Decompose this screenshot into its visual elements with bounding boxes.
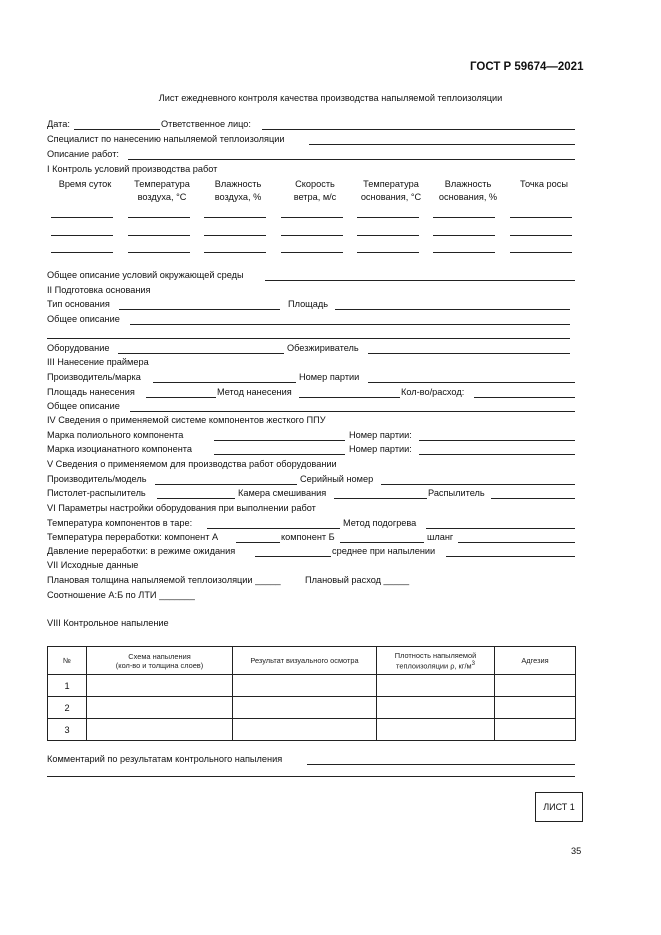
heat-method-label: Метод подогрева <box>343 518 417 528</box>
primer-general-field[interactable] <box>130 411 575 412</box>
table-row <box>48 719 576 741</box>
visual-cell[interactable] <box>233 697 377 719</box>
planned-consumption: Плановый расход _____ <box>305 575 410 585</box>
comment-label: Комментарий по результатам контрольного напыления <box>47 754 283 764</box>
section8-title: VIII Контрольное напыление <box>47 618 169 628</box>
polyol-label: Марка полиольного компонента <box>47 430 184 440</box>
section4-title: IV Сведения о применяемой системе компонентов жесткого ППУ <box>47 415 326 425</box>
work-description-field[interactable] <box>128 159 575 160</box>
degreaser-label: Обезжириватель <box>287 343 359 353</box>
general-description-label: Общее описание <box>47 314 120 324</box>
chamber-label: Камера смешивания <box>238 488 327 498</box>
blank-line[interactable] <box>204 252 266 253</box>
primer-general-label: Общее описание <box>47 401 120 411</box>
row-number: 1 <box>48 675 87 697</box>
blank-line[interactable] <box>510 252 572 253</box>
blank-line[interactable] <box>433 217 495 218</box>
date-label: Дата: <box>47 119 70 129</box>
header-density: Плотность напыляемой теплоизоляции ρ, $кг/м^3$ <box>377 647 495 675</box>
visual-cell[interactable] <box>233 675 377 697</box>
avg-pressure-label: среднее при напылении <box>332 546 436 556</box>
equipment-maker-field[interactable] <box>155 484 297 485</box>
specialist-label: Специалист по нанесению напыляемой теплоизоляции <box>47 134 285 144</box>
equipment-label: Оборудование <box>47 343 110 353</box>
primer-batch-label: Номер партии <box>299 372 360 382</box>
primer-maker-field[interactable] <box>153 382 296 383</box>
adhesion-cell[interactable] <box>495 719 576 741</box>
density-cell[interactable] <box>377 719 495 741</box>
primer-batch-field[interactable] <box>368 382 575 383</box>
header-scheme: Схема напыления (кол-во и толщина слоев) <box>87 647 233 675</box>
amount-label: Кол-во/расход: <box>401 387 465 397</box>
ratio: Соотношение А:Б по ЛТИ _______ <box>47 590 195 600</box>
isocyanate-batch-label: Номер партии: <box>349 444 412 454</box>
table-row <box>48 697 576 719</box>
blank-line[interactable] <box>51 217 113 218</box>
sprayer-field[interactable] <box>491 498 575 499</box>
header-num: № <box>48 647 87 675</box>
header-visual: Результат визуального осмотра <box>233 647 377 675</box>
scheme-cell[interactable] <box>87 697 233 719</box>
adhesion-cell[interactable] <box>495 675 576 697</box>
sheet-label: ЛИСТ 1 <box>535 792 583 822</box>
avg-pressure-field[interactable] <box>446 556 575 557</box>
col-base-humidity: Влажность основания, % <box>438 179 498 202</box>
isocyanate-field[interactable] <box>214 454 345 455</box>
gun-field[interactable] <box>157 498 235 499</box>
blank-line[interactable] <box>204 217 266 218</box>
blank-line[interactable] <box>204 235 266 236</box>
isocyanate-batch-field[interactable] <box>419 454 575 455</box>
page-number: 35 <box>571 846 582 856</box>
polyol-field[interactable] <box>214 440 345 441</box>
pressure-standby-field[interactable] <box>255 556 331 557</box>
equipment-maker-label: Производитель/модель <box>47 474 147 484</box>
amount-field[interactable] <box>474 397 575 398</box>
environment-field[interactable] <box>265 280 575 281</box>
comment-field[interactable] <box>307 764 575 765</box>
comp-b-field[interactable] <box>340 542 424 543</box>
work-description-label: Описание работ: <box>47 149 119 159</box>
degreaser-field[interactable] <box>368 353 570 354</box>
section3-title: III Нанесение праймера <box>47 357 149 367</box>
area-field[interactable] <box>335 309 570 310</box>
date-field[interactable] <box>74 129 160 130</box>
comp-b-label: компонент Б <box>281 532 335 542</box>
blank-line[interactable] <box>128 217 190 218</box>
col-air-temp: Температура воздуха, °С <box>134 179 190 202</box>
base-type-field[interactable] <box>119 309 280 310</box>
chamber-field[interactable] <box>334 498 427 499</box>
sprayer-label: Распылитель <box>428 488 485 498</box>
proc-temp-label: Температура переработки: компонент А <box>47 532 219 542</box>
serial-label: Серийный номер <box>300 474 374 484</box>
scheme-cell[interactable] <box>87 719 233 741</box>
general-description-field-2[interactable] <box>47 338 570 339</box>
blank-line[interactable] <box>433 235 495 236</box>
section1-title: I Контроль условий производства работ <box>47 164 218 174</box>
row-number: 2 <box>48 697 87 719</box>
hose-label: шланг <box>427 532 454 542</box>
blank-line[interactable] <box>51 235 113 236</box>
blank-line[interactable] <box>510 235 572 236</box>
primer-maker-label: Производитель/марка <box>47 372 141 382</box>
hose-field[interactable] <box>458 542 575 543</box>
polyol-batch-field[interactable] <box>419 440 575 441</box>
blank-line[interactable] <box>357 235 419 236</box>
application-area-label: Площадь нанесения <box>47 387 135 397</box>
table-row <box>48 675 576 697</box>
serial-field[interactable] <box>381 484 575 485</box>
component-temp-field[interactable] <box>207 528 340 529</box>
density-cell[interactable] <box>377 697 495 719</box>
col-time: Время суток <box>58 179 112 189</box>
blank-line[interactable] <box>281 252 343 253</box>
col-dew-point: Точка росы <box>520 179 568 189</box>
heat-method-field[interactable] <box>426 528 575 529</box>
application-method-field[interactable] <box>299 397 400 398</box>
blank-line[interactable] <box>357 217 419 218</box>
col-base-temp: Температура основания, °С <box>360 179 422 202</box>
section5-title: V Сведения о применяемом для производства работ оборудовании <box>47 459 337 469</box>
col-wind-speed: Скорость ветра, м/с <box>293 179 337 202</box>
row-number: 3 <box>48 719 87 741</box>
general-description-field[interactable] <box>130 324 570 325</box>
pressure-label: Давление переработки: в режиме ожидания <box>47 546 236 556</box>
section2-title: II Подготовка основания <box>47 285 151 295</box>
blank-line[interactable] <box>281 217 343 218</box>
application-method-label: Метод нанесения <box>217 387 292 397</box>
section7-title: VII Исходные данные <box>47 560 139 570</box>
blank-line[interactable] <box>433 252 495 253</box>
application-area-field[interactable] <box>146 397 216 398</box>
planned-thickness: Плановая толщина напыляемой теплоизоляции _____ <box>47 575 281 585</box>
control-spray-table <box>47 646 576 741</box>
responsible-field[interactable] <box>262 129 575 130</box>
equipment-field[interactable] <box>118 353 284 354</box>
comp-a-field[interactable] <box>236 542 280 543</box>
base-type-label: Тип основания <box>47 299 110 309</box>
blank-line[interactable] <box>281 235 343 236</box>
scheme-cell[interactable] <box>87 675 233 697</box>
component-temp-label: Температура компонентов в таре: <box>47 518 193 528</box>
blank-line[interactable] <box>128 235 190 236</box>
page-title: Лист ежедневного контроля качества производства напыляемой теплоизоляции <box>158 93 503 103</box>
adhesion-cell[interactable] <box>495 697 576 719</box>
area-label: Площадь <box>288 299 328 309</box>
blank-line[interactable] <box>510 217 572 218</box>
standard-number: ГОСТ Р 59674—2021 <box>470 61 584 73</box>
density-cell[interactable] <box>377 675 495 697</box>
responsible-label: Ответственное лицо: <box>161 119 251 129</box>
environment-label: Общее описание условий окружающей среды <box>47 270 244 280</box>
visual-cell[interactable] <box>233 719 377 741</box>
gun-label: Пистолет-распылитель <box>47 488 146 498</box>
comment-field-2[interactable] <box>47 776 575 777</box>
isocyanate-label: Марка изоцианатного компонента <box>47 444 193 454</box>
section6-title: VI Параметры настройки оборудования при выполнении работ <box>47 503 316 513</box>
specialist-field[interactable] <box>309 144 575 145</box>
blank-line[interactable] <box>128 252 190 253</box>
polyol-batch-label: Номер партии: <box>349 430 412 440</box>
header-adhesion: Адгезия <box>495 647 576 675</box>
blank-line[interactable] <box>51 252 113 253</box>
table-header-row <box>48 647 576 675</box>
blank-line[interactable] <box>357 252 419 253</box>
col-air-humidity: Влажность воздуха, % <box>214 179 262 202</box>
